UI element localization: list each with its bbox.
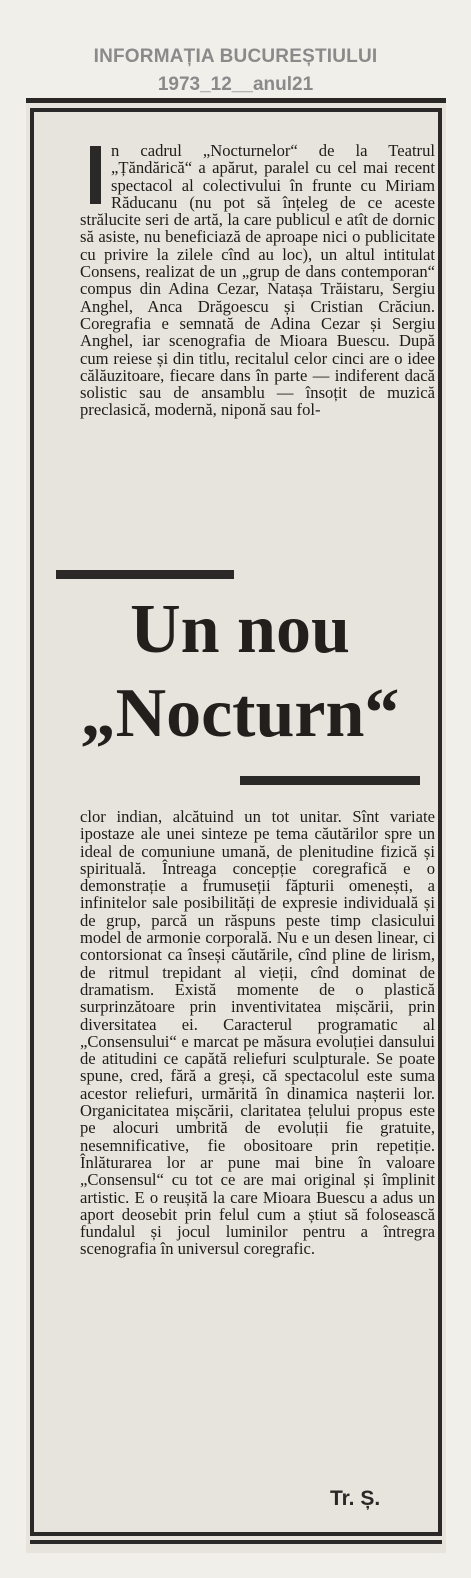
headline-line-1: Un nou [130,591,350,668]
article-paragraph-top: n cadrul „Nocturnelor“ de la Teatrul „Țăndărică“ a apărut, paralel cu cel mai recent spectacol al colectivului în frunte cu Miriam Răducanu (nu pot să înțeleg de ce aceste strălucite seri de artă, la care publicul e atît de dornic să asiste, nu beneficiază de aproape nici o publicitate cu privire la zilele cînd au loc), un altul intitulat Consens, realizat de un „grup de dans contemporan“ compus din Adina Cezar, Natașa Trăistaru, Sergiu Anghel, Anca Drăgoescu și Cristian Crăciun. Coregrafia e semnată de Adina Cezar și Sergiu Anghel, iar scenografia de Mioara Buescu. După cum reiese și din titlu, recitalul celor cinci are o idee călăuzitoare, fiecare dans în parte — indiferent dacă solistic sau de ansamblu — însoțit de muzică preclasică, modernă, niponă sau fol- [80,141,435,420]
headline-line-2: „Nocturn“ [80,675,400,752]
publication-name: INFORMAȚIA BUCUREȘTIULUI [93,46,378,67]
issue-label: 1973_12__anul21 [157,74,314,95]
headline-rule-bottom [240,776,420,785]
article-column-bottom [80,808,435,1258]
headline-rule-top [56,570,234,579]
masthead [0,44,471,98]
frame-bottom-rule [30,1540,442,1544]
article-column-top [80,142,435,419]
author-signature: Tr. Ș. [330,1487,381,1510]
drop-cap-i [90,146,101,204]
article-paragraph-bottom: clor indian, alcătuind un tot unitar. Sînt variate ipostaze ale unei sinteze pe tema căutărilor spre un ideal de comuniune umană, de plenitudine fizică și spirituală. Întreaga concepție coregrafică e o demonstrație a frumuseții făpturii omenești, a infinitelor sale posibilități de expresie individuală și de grup, parcă un răspuns peste timp clasicului model de armonie corporală. Nu e un desen linear, ci contorsionat ca înseși căutările, cînd pline de lirism, de ritmul trepidant al vieții, cînd dominat de dramatism. Există momente de o plastică surprinzătoare prin inventivitatea mișcării, prin diversitatea ei. Caracterul programatic al „Consensului“ e marcat pe măsura evoluției dansului de atitudini ce capătă reliefuri sculpturale. Se poate spune, cred, fără a greși, că spectacolul este suma acestor reliefuri, urmărită în dinamica nașterii lor. Organicitatea mișcării, claritatea țelului propus este pe alocuri umbrită de evoluții fie gratuite, nesemnificative, fie obositoare prin repetiție. Înlăturarea lor ar pune mai bine în valoare „Consensul“ cu tot ce are mai original și împlinit artistic. E o reușită la care Mioara Buescu a adus un aport deosebit prin felul cum a știut să folosească fundalul și jocul luminilor pentru a întregra scenografia în universul coregrafic. [80,807,435,1259]
